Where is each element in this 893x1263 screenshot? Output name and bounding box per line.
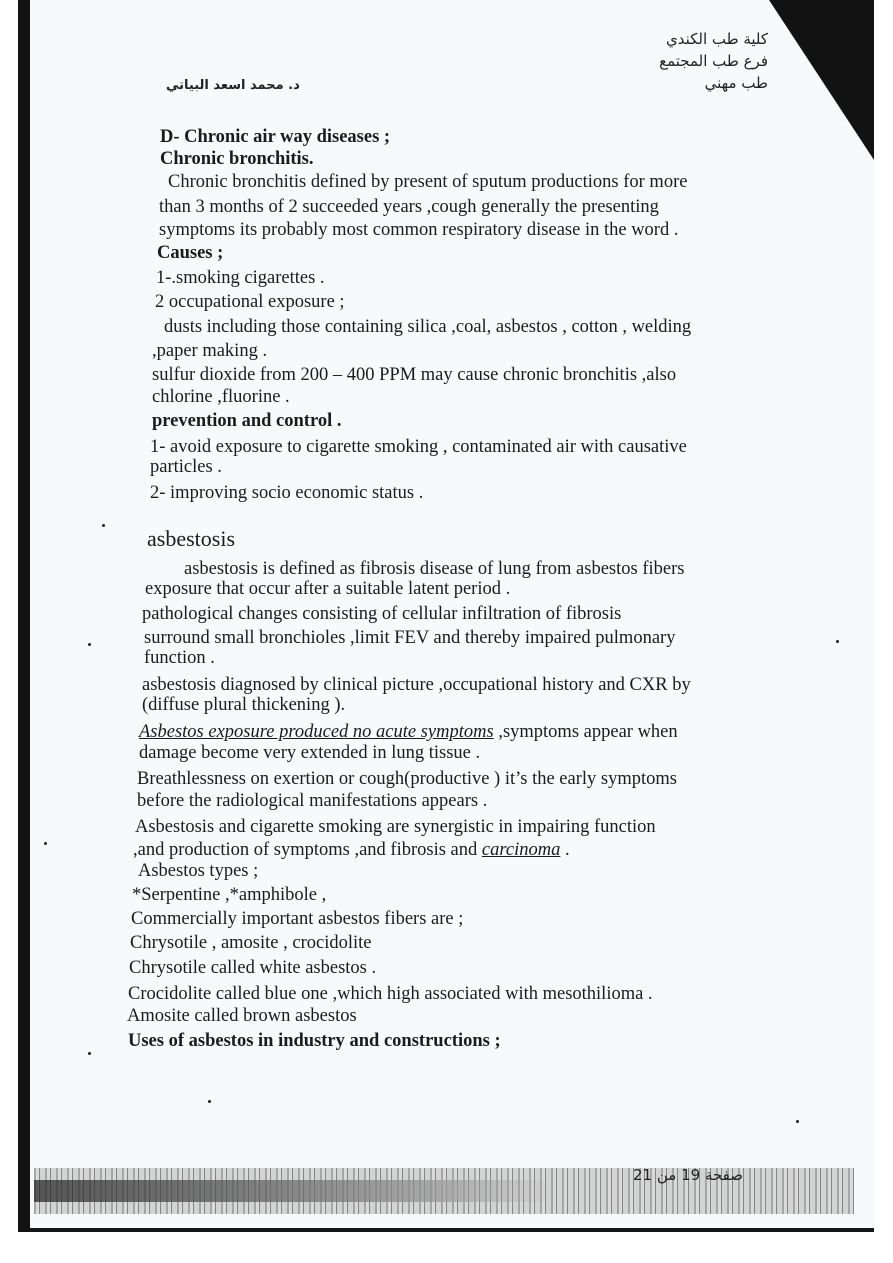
scan-speck xyxy=(44,842,47,845)
scan-bottom-edge xyxy=(30,1228,874,1232)
header-institution xyxy=(659,28,768,94)
text-line xyxy=(139,721,678,743)
text-line: 2- improving socio economic status . xyxy=(150,483,424,503)
underlined-phrase: Asbestos exposure produced no acute symptoms xyxy=(139,722,494,742)
text-line: Breathlessness on exertion or cough(productive ) it’s the early symptoms xyxy=(137,769,677,789)
text-line xyxy=(133,839,570,861)
underlined-word: carcinoma xyxy=(481,840,561,860)
text-line: 2 occupational exposure ; xyxy=(155,292,345,312)
text-line: dusts including those containing silica ,coal, asbestos , cotton , welding xyxy=(164,317,692,337)
section-heading: D- Chronic air way diseases ; xyxy=(160,127,391,147)
text-line: Crocidolite called blue one ,which high associated with mesothilioma . xyxy=(128,984,653,1004)
text-line: exposure that occur after a suitable latent period . xyxy=(145,579,511,599)
text-line: sulfur dioxide from 200 – 400 PPM may cause chronic bronchitis ,also xyxy=(152,365,677,385)
text-line: Chronic bronchitis defined by present of sputum productions for more xyxy=(168,172,688,192)
text-line: asbestosis diagnosed by clinical picture ,occupational history and CXR by xyxy=(142,675,691,695)
text-line: *Serpentine ,*amphibole , xyxy=(132,885,327,905)
scan-speck xyxy=(836,640,839,643)
text-line: 1-.smoking cigarettes . xyxy=(156,268,325,288)
header-subject: طب مهني xyxy=(704,74,768,92)
text-line: ,paper making . xyxy=(152,341,268,361)
subheading-asbestosis: asbestosis xyxy=(147,526,235,551)
scan-speck xyxy=(796,1120,799,1123)
scanned-page xyxy=(18,0,874,1232)
text-line: Asbestos types ; xyxy=(138,861,259,881)
text-line: Chrysotile called white asbestos . xyxy=(129,958,377,978)
scan-corner-shadow xyxy=(769,0,874,160)
text-line: than 3 months of 2 succeeded years ,cough generally the presenting xyxy=(159,197,659,217)
text-line: damage become very extended in lung tissue . xyxy=(139,743,481,763)
subheading-prevention: prevention and control . xyxy=(152,411,342,431)
subheading-uses: Uses of asbestos in industry and constructions ; xyxy=(128,1031,501,1051)
scan-speck xyxy=(208,1100,211,1103)
text-span: . xyxy=(560,840,570,860)
scan-speck xyxy=(88,1052,91,1055)
text-line: surround small bronchioles ,limit FEV and thereby impaired pulmonary xyxy=(144,628,676,648)
text-line: Chrysotile , amosite , crocidolite xyxy=(130,933,372,953)
text-line: Asbestosis and cigarette smoking are synergistic in impairing function xyxy=(135,817,656,837)
scan-speck xyxy=(102,524,105,527)
text-line: before the radiological manifestations appears . xyxy=(137,791,488,811)
text-line: particles . xyxy=(150,457,222,477)
text-line: asbestosis is defined as fibrosis disease of lung from asbestos fibers xyxy=(184,559,685,579)
scan-speck xyxy=(88,643,91,646)
subheading-chronic-bronchitis: Chronic bronchitis. xyxy=(160,149,314,169)
text-line: Amosite called brown asbestos xyxy=(127,1006,357,1026)
text-line: (diffuse plural thickening ). xyxy=(142,695,346,715)
header-branch: فرع طب المجتمع xyxy=(659,52,768,70)
header-faculty: كلية طب الكندي xyxy=(665,30,768,48)
text-line: pathological changes consisting of cellular infiltration of fibrosis xyxy=(142,604,622,624)
text-span: ,and production of symptoms ,and fibrosis and xyxy=(133,840,482,860)
text-line: function . xyxy=(144,648,215,668)
author-name: د. محمد اسعد البياتي xyxy=(166,78,300,93)
page-number: صفحة 19 من 21 xyxy=(633,1166,744,1184)
subheading-causes: Causes ; xyxy=(157,243,224,263)
text-line: Commercially important asbestos fibers are ; xyxy=(131,909,464,929)
scan-noise-dark xyxy=(34,1180,554,1202)
text-line: chlorine ,fluorine . xyxy=(152,387,290,407)
text-span: ,symptoms appear when xyxy=(493,722,678,742)
text-line: 1- avoid exposure to cigarette smoking , contaminated air with causative xyxy=(150,437,687,457)
text-line: symptoms its probably most common respiratory disease in the word . xyxy=(159,220,679,240)
